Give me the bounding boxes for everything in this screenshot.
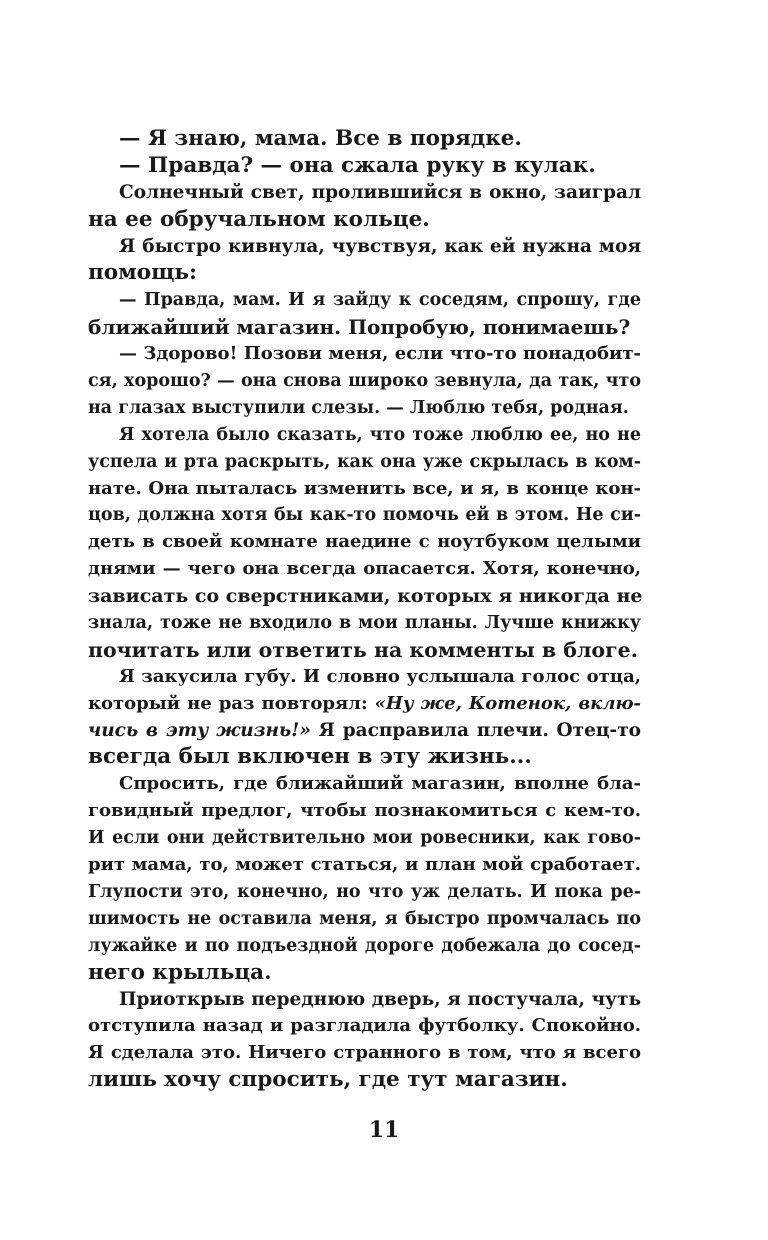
line-text: почитать или ответить на комменты в блоге. — [88, 637, 638, 662]
line-text: Я закусила губу. И словно услышала голос отца, — [119, 665, 641, 687]
text-line — [88, 126, 641, 153]
text-line — [88, 718, 641, 745]
line-text: отступила назад и разгладила футболку. Спокойно. — [88, 1015, 641, 1037]
line-text: помощь: — [88, 260, 197, 286]
line-text: Глупости это, конечно, но что уж делать. И пока ре- — [88, 881, 641, 902]
line-text: — Здорово! Позови меня, если что-то понадобит- — [119, 343, 641, 365]
text-line — [88, 422, 641, 449]
text-line — [88, 798, 641, 825]
text-line — [88, 449, 641, 476]
text-line — [88, 583, 641, 610]
text-line — [88, 664, 641, 691]
line-text: И если они действительно мои ровесники, как гово- — [88, 828, 641, 849]
line-text: — Правда, мам. И я зайду к соседям, спрошу, где — [119, 290, 641, 311]
text-line — [88, 771, 641, 798]
text-line — [88, 1040, 641, 1067]
text-line — [88, 341, 641, 368]
text-line — [88, 1067, 641, 1094]
italic-quote: чись в эту жизнь!» — [88, 719, 311, 741]
text-line — [88, 153, 641, 180]
line-text: лужайке и по подъездной дороге добежала до сосед- — [88, 935, 641, 956]
line-text: всегда был включен в эту жизнь... — [88, 744, 532, 770]
line-text: ся, хорошо? — она снова широко зевнула, да так, что — [88, 371, 641, 392]
text-line — [88, 825, 641, 852]
text-line — [88, 691, 641, 718]
line-text: — Я знаю, мама. Все в порядке. — [119, 126, 522, 151]
text-line — [88, 234, 641, 261]
text-line — [88, 960, 641, 987]
text-line — [88, 260, 641, 287]
line-text: ближайший магазин. Попробую, понимаешь? — [88, 315, 631, 340]
text-line — [88, 852, 641, 879]
text-line — [88, 637, 641, 664]
italic-quote: «Ну же, Котенок, вклю- — [374, 692, 641, 714]
line-text: зависать со сверстниками, которых я никогда не — [88, 585, 643, 608]
text-line — [88, 987, 641, 1014]
line-text: — Правда? — она сжала руку в кулак. — [119, 152, 596, 178]
line-text: деть в своей комнате наедине с ноутбуком целыми — [88, 531, 641, 553]
line-text: него крыльца. — [88, 959, 272, 985]
body-text — [88, 126, 641, 1094]
text-line — [88, 610, 641, 637]
text-line — [88, 476, 641, 503]
line-text: Я расправила плечи. Отец-то — [318, 719, 641, 741]
line-text: который не раз повторял: — [88, 692, 368, 714]
text-line — [88, 879, 641, 906]
line-text: Солнечный свет, пролившийся в окно, заиграл — [119, 181, 641, 203]
line-text: нате. Она пыталась изменить все, и я, в конце кон- — [88, 477, 641, 499]
text-line — [88, 395, 641, 422]
text-line — [88, 933, 641, 960]
text-line — [88, 1013, 641, 1040]
text-line — [88, 207, 641, 234]
text-line — [88, 180, 641, 207]
line-text: Спросить, где ближайший магазин, вполне бла- — [119, 773, 641, 795]
line-text: Приоткрыв переднюю дверь, я постучала, чуть — [119, 988, 641, 1010]
text-line — [88, 906, 641, 933]
line-text: рит мама, то, может статься, и план мой сработает. — [88, 854, 641, 876]
text-line — [88, 287, 641, 314]
line-text: днями — чего она всегда опасается. Хотя, конечно, — [88, 558, 641, 580]
line-text: Я хотела было сказать, что тоже люблю ее, но не — [119, 424, 641, 445]
text-line — [88, 368, 641, 395]
line-text: на глазах выступили слезы. — Люблю тебя, родная. — [88, 397, 629, 418]
line-text: шимость не оставила меня, я быстро промчалась по — [88, 908, 641, 929]
line-text: Я сделала это. Ничего странного в том, что я всего — [88, 1042, 641, 1064]
text-line — [88, 744, 641, 771]
text-line — [88, 314, 641, 341]
page-number: 11 — [368, 1117, 400, 1143]
line-text: знала, тоже не входило в мои планы. Лучше книжку — [88, 613, 641, 634]
text-line — [88, 556, 641, 583]
line-text: Я быстро кивнула, чувствуя, как ей нужна моя — [119, 235, 641, 257]
line-text: на ее обручальном кольце. — [88, 206, 430, 232]
line-text: лишь хочу спросить, где тут магазин. — [88, 1067, 568, 1093]
text-line — [88, 529, 641, 556]
line-text: говидный предлог, чтобы познакомиться с кем-то. — [88, 800, 641, 822]
line-text: успела и рта раскрыть, как она уже скрылась в ком- — [88, 451, 641, 472]
text-line — [88, 502, 641, 529]
line-text: цов, должна хотя бы как-то помочь ей в этом. Не си- — [88, 505, 641, 526]
